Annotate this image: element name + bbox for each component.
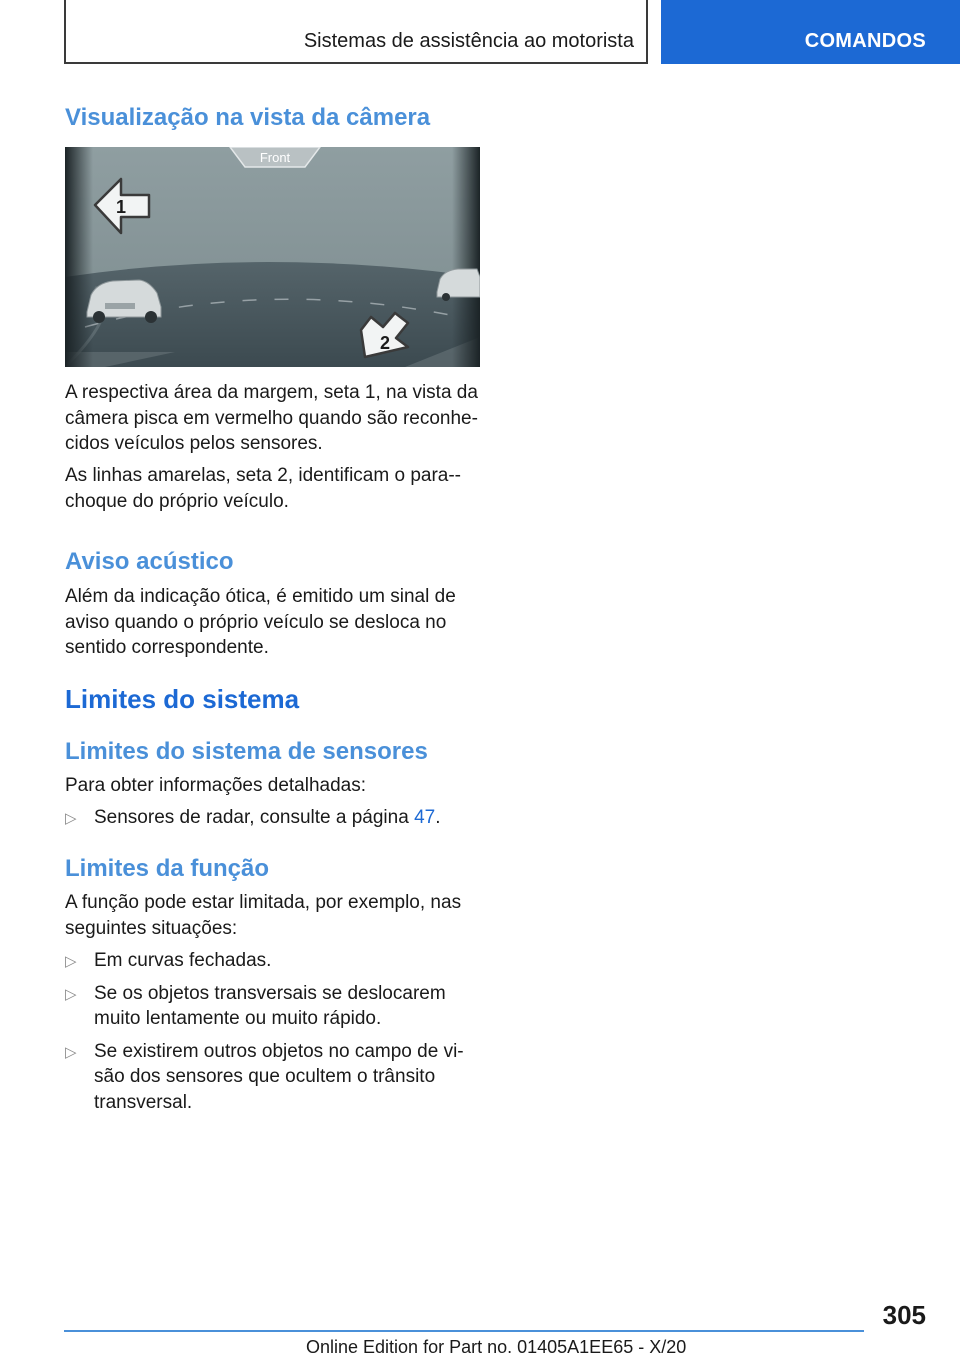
bullet-triangle-icon: ▷ xyxy=(65,1043,77,1061)
page-link[interactable]: 47 xyxy=(414,807,436,828)
list-item-text: Sensores de radar, consulte a página xyxy=(94,807,415,828)
arrow-1-label: 1 xyxy=(115,197,127,217)
arrow-2-label: 2 xyxy=(379,333,391,353)
sensor-limits-heading: Limites do sistema de sensores xyxy=(65,738,428,765)
acoustic-paragraph: Além da indicação ótica, é emitido um sinal de aviso quando o próprio veículo se desloca no sentido correspondente. xyxy=(65,586,456,658)
system-limits-heading: Limites do sistema xyxy=(65,684,300,714)
section-tab-label: COMANDOS xyxy=(804,30,926,52)
header-chapter-box xyxy=(64,0,648,64)
bullet-triangle-icon: ▷ xyxy=(65,953,77,970)
camera-view-heading: Visualização na vista da câmera xyxy=(65,104,431,131)
function-limits-list xyxy=(65,948,485,1122)
acoustic-warning-heading: Aviso acústico xyxy=(65,548,234,575)
car-left-icon xyxy=(87,280,161,323)
footer-edition-text: Online Edition for Part no. 01405A1EE65 - X/20 xyxy=(306,1337,687,1357)
list-item-text: Se existirem outros objetos no campo de vi-são dos sensores que ocultem o trânsito transversal. xyxy=(94,1040,464,1113)
sensor-limits-list xyxy=(65,805,485,838)
function-limits-paragraph: A função pode estar limitada, por exemplo, nas seguintes situações: xyxy=(65,892,462,939)
sensor-limits-paragraph: Para obter informações detalhadas: xyxy=(65,775,367,796)
page-number: 305 xyxy=(882,1300,926,1330)
section-tab[interactable] xyxy=(661,0,960,64)
camera-view-illustration xyxy=(65,147,480,367)
list-item xyxy=(65,805,485,831)
front-label: Front xyxy=(259,150,291,165)
bullet-triangle-icon: ▷ xyxy=(65,810,77,827)
list-item-text: Se os objetos transversais se deslocarem muito lentamente ou muito rápido. xyxy=(94,982,446,1029)
list-item-end: . xyxy=(435,807,441,828)
function-limits-heading: Limites da função xyxy=(65,855,270,882)
camera-paragraph-1: A respectiva área da margem, seta 1, na vista da câmera pisca em vermelho quando são reconhe-cidos veículos pelos sensores. xyxy=(65,382,478,454)
list-item-text: Em curvas fechadas. xyxy=(94,950,272,971)
chapter-title: Sistemas de assistência ao motorista xyxy=(303,30,634,52)
list-item xyxy=(65,1039,485,1116)
list-item xyxy=(65,981,485,1032)
footer-divider xyxy=(64,1330,864,1332)
bullet-triangle-icon: ▷ xyxy=(65,985,77,1003)
list-item xyxy=(65,948,485,974)
camera-paragraph-2: As linhas amarelas, seta 2, identificam o para--choque do próprio veículo. xyxy=(65,465,462,512)
